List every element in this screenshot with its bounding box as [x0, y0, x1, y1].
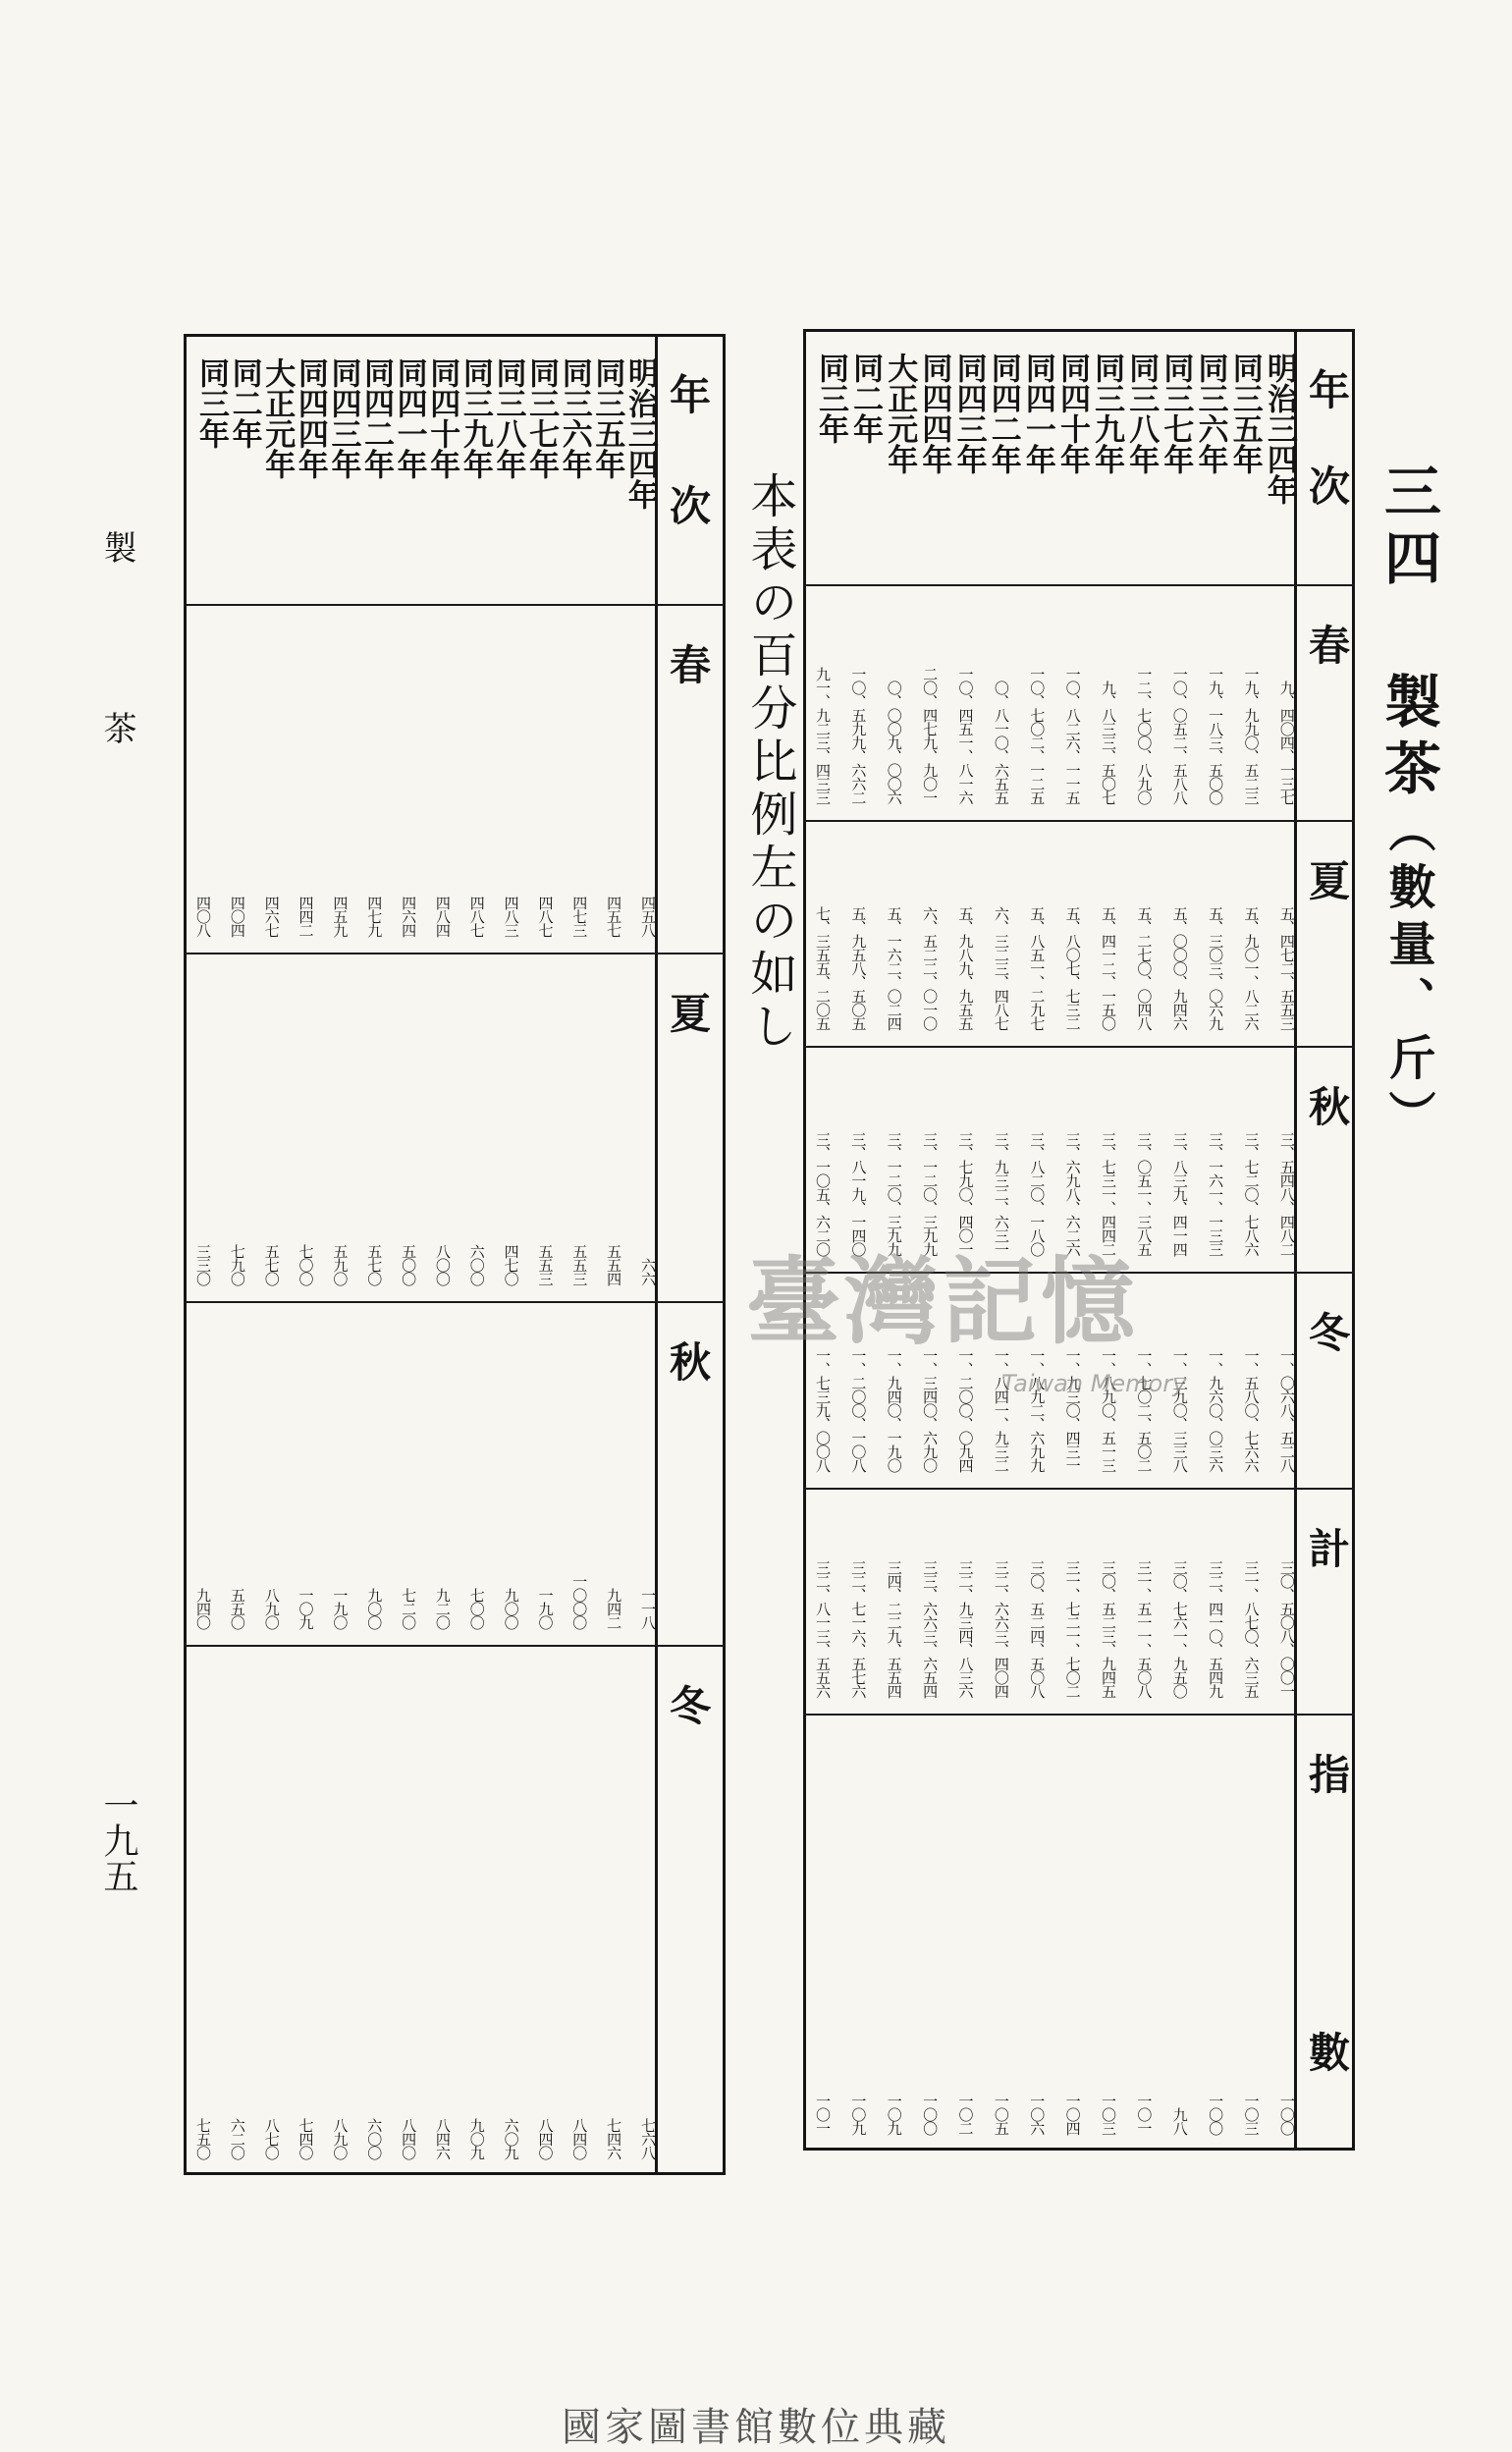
left-summer-value: 四七〇	[502, 1244, 520, 1285]
right-total-value: 三〇、七六一、九五〇	[1170, 1560, 1189, 1698]
left-header-1: 春	[664, 643, 712, 684]
right-total-value: 三三、六六三、六五四	[921, 1560, 940, 1698]
right-autumn-value: 三、一〇五、六二〇	[814, 1132, 832, 1256]
right-summer-value: 五、九〇一、八二六	[1242, 906, 1261, 1030]
right-autumn-value: 三、八三九、四一四	[1170, 1132, 1189, 1256]
right-index-value: 九八	[1170, 2107, 1189, 2135]
right-spring-value: 一九、一八三、五〇〇	[1207, 667, 1225, 804]
left-summer-value: 八〇〇	[433, 1244, 452, 1285]
left-spring-value: 四六四	[400, 896, 418, 937]
left-autumn-value: 八九〇	[262, 1588, 281, 1629]
left-summer-cells	[195, 976, 655, 1285]
page-number: 一九五	[98, 1787, 138, 1893]
left-spring-value: 四五八	[638, 896, 657, 937]
right-years-value: 同三五年	[1226, 353, 1263, 474]
right-header-2: 夏	[1303, 859, 1351, 900]
left-years-value: 同三五年	[589, 357, 625, 479]
left-years-value: 同三六年	[556, 357, 592, 479]
right-total-value: 三四、二二九、五五四	[885, 1560, 903, 1698]
left-spring-cells	[195, 627, 655, 937]
left-years-value: 同三年	[193, 357, 229, 449]
left-spring-value: 四五九	[331, 896, 350, 937]
right-autumn-value: 三、一二〇、三九九	[885, 1132, 903, 1256]
right-row-divider	[803, 584, 1355, 586]
right-autumn-value: 三、五四八、四八二	[1277, 1132, 1296, 1256]
right-winter-value: 一、二〇〇、〇九四	[956, 1348, 975, 1472]
right-spring-value: 九、八三三、五〇七	[1100, 681, 1117, 804]
left-spring-value: 四五七	[605, 896, 623, 937]
left-spring-value: 四六七	[262, 896, 281, 937]
left-autumn-value: 五五〇	[228, 1588, 246, 1629]
left-spring-value: 四八三	[502, 896, 520, 937]
left-years-value: 同二年	[226, 357, 262, 449]
right-index-value: 一〇一	[1135, 2094, 1154, 2135]
right-index-cells	[815, 1737, 1294, 2135]
left-summer-value: 七九〇	[228, 1244, 246, 1285]
left-years-value: 同三九年	[457, 357, 493, 479]
right-winter-value: 一、九四〇、一九〇	[885, 1348, 903, 1472]
left-winter-value: 七五〇	[194, 2118, 212, 2159]
running-head: 製茶	[97, 530, 136, 892]
left-years-value: 同四四年	[292, 357, 328, 479]
right-summer-value: 五、九八九、九五五	[956, 906, 975, 1030]
right-spring-value: 一〇、〇五二、五八八	[1170, 667, 1189, 804]
right-row-divider	[803, 1488, 1355, 1490]
right-years-value: 明治三四年	[1261, 353, 1297, 505]
right-summer-value: 五、一六二、〇二四	[885, 906, 903, 1030]
right-total-value: 三〇、五〇八、〇〇一	[1277, 1560, 1296, 1698]
right-years-value: 同四三年	[950, 353, 987, 474]
left-winter-value: 八四〇	[400, 2118, 418, 2159]
table-note: 本表の百分比例左の如し	[742, 471, 797, 1055]
heading-unit: （數量、斤）	[1380, 805, 1435, 1147]
right-index-value: 一〇六	[1028, 2094, 1047, 2135]
right-summer-value: 七、三五五、二〇五	[814, 906, 832, 1030]
right-winter-value: 一、二〇〇、一〇八	[849, 1348, 868, 1472]
right-index-value: 一〇〇	[1207, 2094, 1225, 2135]
left-row-divider	[184, 604, 726, 606]
right-winter-value: 一、五八〇、七六六	[1242, 1348, 1261, 1472]
right-total-value: 三二、七一六、五七六	[849, 1560, 868, 1698]
left-autumn-value: 一九〇	[536, 1588, 555, 1629]
left-spring-value: 四七九	[365, 896, 384, 937]
right-spring-value: 一〇、四五一、八一六	[956, 667, 975, 804]
left-years-value: 明治三四年	[621, 357, 658, 510]
right-winter-value: 一、八九〇、五一三	[1100, 1348, 1117, 1472]
left-winter-value: 八四〇	[536, 2118, 555, 2159]
footer-credit: 國家圖書館數位典藏	[562, 2405, 950, 2450]
right-winter-value: 一、八四一、九三二	[992, 1348, 1010, 1472]
right-summer-value: 五、三〇三、〇六九	[1207, 906, 1225, 1030]
left-winter-value: 六二〇	[228, 2118, 246, 2159]
right-spring-value: 一二、七〇〇、八九〇	[1135, 667, 1154, 804]
left-autumn-value: 九〇〇	[365, 1588, 384, 1629]
right-index-value: 一〇五	[992, 2094, 1010, 2135]
left-winter-value: 七四〇	[297, 2118, 315, 2159]
right-years-value: 同三八年	[1123, 353, 1160, 474]
left-row-divider	[184, 1645, 726, 1647]
watermark-subtitle: Taiwan Memory	[1001, 1370, 1187, 1397]
left-winter-value: 八四六	[433, 2118, 452, 2159]
page-heading	[1375, 462, 1441, 1147]
left-spring-value: 四〇八	[194, 896, 212, 937]
right-index-value: 一〇〇	[921, 2094, 940, 2135]
left-winter-value: 八九〇	[331, 2118, 350, 2159]
left-summer-value: 五七〇	[262, 1244, 281, 1285]
right-summer-value: 五、八〇七、七三二	[1063, 906, 1082, 1030]
right-header-6: 指數	[1303, 1753, 1351, 2309]
left-years-cells	[193, 357, 658, 588]
right-spring-value: 九、四〇四、一三七	[1277, 681, 1296, 804]
left-years-value: 同四二年	[358, 357, 395, 479]
right-total-value: 三一、八七〇、六三五	[1242, 1560, 1261, 1698]
right-autumn-value: 三、七九〇、四〇一	[956, 1132, 975, 1256]
right-years-cells	[813, 353, 1297, 569]
right-years-value: 同四二年	[985, 353, 1021, 474]
right-autumn-value: 三、〇五一、三八五	[1135, 1132, 1154, 1256]
left-years-value: 同四一年	[391, 357, 427, 479]
right-years-value: 同三七年	[1158, 353, 1194, 474]
right-total-value: 三〇、五二四、五〇八	[1028, 1560, 1047, 1698]
left-autumn-value: 一〇九	[297, 1588, 315, 1629]
left-autumn-value: 一〇〇〇	[570, 1574, 589, 1629]
left-summer-value: 五七〇	[365, 1244, 384, 1285]
right-summer-value: 五、九五八、五〇五	[849, 906, 868, 1030]
left-spring-value: 四〇四	[228, 896, 246, 937]
right-years-value: 同三九年	[1089, 353, 1125, 474]
right-autumn-value: 三、八二〇、一八〇	[1028, 1132, 1047, 1256]
left-autumn-cells	[195, 1325, 655, 1629]
left-years-value: 同三八年	[490, 357, 526, 479]
right-autumn-value: 三、一六一、一三三	[1207, 1132, 1225, 1256]
left-row-divider	[184, 1301, 726, 1303]
right-spring-value: 九一、九二三、四三三	[814, 667, 832, 804]
right-spring-value: 〇、〇〇九、〇〇六	[885, 681, 903, 804]
left-spring-value: 四八四	[433, 896, 452, 937]
left-winter-value: 六〇九	[502, 2118, 520, 2159]
left-row-divider	[184, 953, 726, 954]
right-years-value: 同四十年	[1053, 353, 1090, 474]
right-index-value: 一〇四	[1063, 2094, 1082, 2135]
right-index-value: 一〇〇	[1277, 2094, 1296, 2135]
left-winter-value: 八四〇	[570, 2118, 589, 2159]
left-years-value: 同三七年	[523, 357, 560, 479]
right-summer-value: 六、五二二、〇一〇	[921, 906, 940, 1030]
right-spring-value: 一〇、五九九、六六二	[849, 667, 868, 804]
right-summer-value: 五、二七〇、〇四八	[1135, 906, 1154, 1030]
left-table	[184, 334, 726, 2175]
right-autumn-value: 三、九三二、六三一	[992, 1132, 1010, 1256]
right-winter-value: 一、七三九、〇〇八	[814, 1348, 832, 1472]
right-summer-value: 六、三二三、四八七	[992, 906, 1010, 1030]
right-row-divider	[803, 1046, 1355, 1048]
left-summer-value: 七〇〇	[297, 1244, 315, 1285]
left-summer-value: 五〇〇	[400, 1244, 418, 1285]
left-summer-value: 三三〇	[194, 1244, 212, 1285]
left-winter-value: 六〇〇	[365, 2118, 384, 2159]
right-autumn-value: 三、七三一、四四二	[1100, 1132, 1117, 1256]
left-summer-value: 五五三	[536, 1244, 555, 1285]
left-header-0: 年次	[664, 373, 712, 595]
right-row-divider	[803, 1714, 1355, 1716]
left-summer-value: 六六	[638, 1258, 657, 1285]
left-years-value: 同四三年	[325, 357, 361, 479]
right-total-value: 三一、五一一、五〇八	[1135, 1560, 1154, 1698]
right-summer-value: 五、〇〇〇、九四六	[1170, 906, 1189, 1030]
left-autumn-value: 九四〇	[194, 1588, 212, 1629]
right-years-value: 同二年	[847, 353, 884, 444]
right-autumn-value: 三、八一九、一四〇	[849, 1132, 868, 1256]
right-total-value: 三二、六六三、四〇四	[992, 1560, 1010, 1698]
left-spring-value: 四八七	[467, 896, 486, 937]
right-header-1: 春	[1303, 624, 1351, 665]
right-row-divider	[803, 820, 1355, 822]
left-autumn-value: 七〇〇	[467, 1588, 486, 1629]
right-summer-value: 五、四一二、一五〇	[1100, 906, 1117, 1030]
left-autumn-value: 九四二	[605, 1588, 623, 1629]
right-autumn-value: 三、六九八、六二六	[1063, 1132, 1082, 1256]
left-years-value: 同四十年	[424, 357, 460, 479]
right-winter-value: 一、三四〇、六九〇	[921, 1348, 940, 1472]
right-summer-value: 五、四七二、五五三	[1277, 906, 1296, 1030]
right-winter-value: 一、九三〇、四三一	[1063, 1348, 1082, 1472]
left-winter-value: 九〇九	[467, 2118, 486, 2159]
left-autumn-value: 七二〇	[400, 1588, 418, 1629]
heading-title: 三四 製茶	[1375, 462, 1441, 805]
right-total-value: 三二、四一〇、五四九	[1207, 1560, 1225, 1698]
left-autumn-value: 九〇〇	[502, 1588, 520, 1629]
right-years-value: 同四一年	[1019, 353, 1055, 474]
right-summer-cells	[815, 844, 1294, 1030]
left-table-header-divider	[655, 334, 658, 2175]
right-total-value: 三〇、五二三、九四五	[1100, 1560, 1117, 1698]
right-winter-value: 一、〇六八、五二八	[1277, 1348, 1296, 1472]
left-summer-value: 六〇〇	[467, 1244, 486, 1285]
right-autumn-value: 三、七二〇、七八六	[1242, 1132, 1261, 1256]
right-spring-value: 〇、八一〇、六五五	[992, 681, 1010, 804]
left-winter-cells	[195, 1668, 655, 2159]
left-header-2: 夏	[664, 992, 712, 1033]
right-spring-value: 一〇、七〇二、一二五	[1028, 667, 1047, 804]
right-index-value: 一〇九	[849, 2094, 868, 2135]
right-winter-value: 一、九六〇、〇三六	[1207, 1348, 1225, 1472]
right-total-value: 三二、九三四、八三六	[956, 1560, 975, 1698]
left-winter-value: 七六八	[638, 2118, 657, 2159]
left-autumn-value: 一九〇	[331, 1588, 350, 1629]
watermark-title: 臺灣記憶	[746, 1246, 1139, 1357]
left-spring-value: 四四二	[297, 896, 315, 937]
right-total-value: 三一、七二一、七〇二	[1063, 1560, 1082, 1698]
right-header-4: 冬	[1303, 1311, 1351, 1352]
right-total-value: 三二、八一三、五五六	[814, 1560, 832, 1698]
left-header-4: 冬	[664, 1684, 712, 1725]
right-winter-value: 一、三九〇、三三八	[1170, 1348, 1189, 1472]
left-winter-value: 八七〇	[262, 2118, 281, 2159]
left-years-value: 大正元年	[259, 357, 296, 479]
right-years-value: 同四四年	[916, 353, 952, 474]
right-index-value: 一〇九	[885, 2094, 903, 2135]
right-years-value: 同三年	[813, 353, 848, 444]
right-index-value: 一〇二	[956, 2094, 975, 2135]
left-winter-value: 七四六	[605, 2118, 623, 2159]
left-summer-value: 五九〇	[331, 1244, 350, 1285]
left-spring-value: 四七三	[570, 896, 589, 937]
right-autumn-value: 三、一二〇、三九九	[921, 1132, 940, 1256]
right-years-value: 同三六年	[1192, 353, 1228, 474]
right-header-0: 年次	[1303, 368, 1351, 561]
left-summer-value: 五五三	[570, 1244, 589, 1285]
right-index-value: 一〇一	[814, 2094, 832, 2135]
right-header-5: 計	[1303, 1527, 1351, 1568]
left-header-3: 秋	[664, 1340, 712, 1382]
right-winter-value: 一、七〇二、五〇二	[1135, 1348, 1154, 1472]
right-summer-value: 五、八五一、二九七	[1028, 906, 1047, 1030]
right-winter-value: 一、八九二、六九九	[1028, 1348, 1047, 1472]
right-spring-value: 一〇、八二六、一一五	[1063, 667, 1082, 804]
left-autumn-value: 一一八	[638, 1588, 657, 1629]
left-spring-value: 四八七	[536, 896, 555, 937]
right-spring-value: 一九、九九〇、五二三	[1242, 667, 1261, 804]
right-spring-value: 二〇、四七九、九〇一	[921, 667, 940, 804]
right-spring-cells	[815, 608, 1294, 804]
left-summer-value: 五五四	[605, 1244, 623, 1285]
right-total-cells	[815, 1511, 1294, 1698]
right-index-value: 一〇三	[1100, 2094, 1117, 2135]
right-index-value: 一〇三	[1242, 2094, 1261, 2135]
left-autumn-value: 九二〇	[433, 1588, 452, 1629]
right-header-3: 秋	[1303, 1085, 1351, 1126]
right-years-value: 大正元年	[882, 353, 918, 474]
